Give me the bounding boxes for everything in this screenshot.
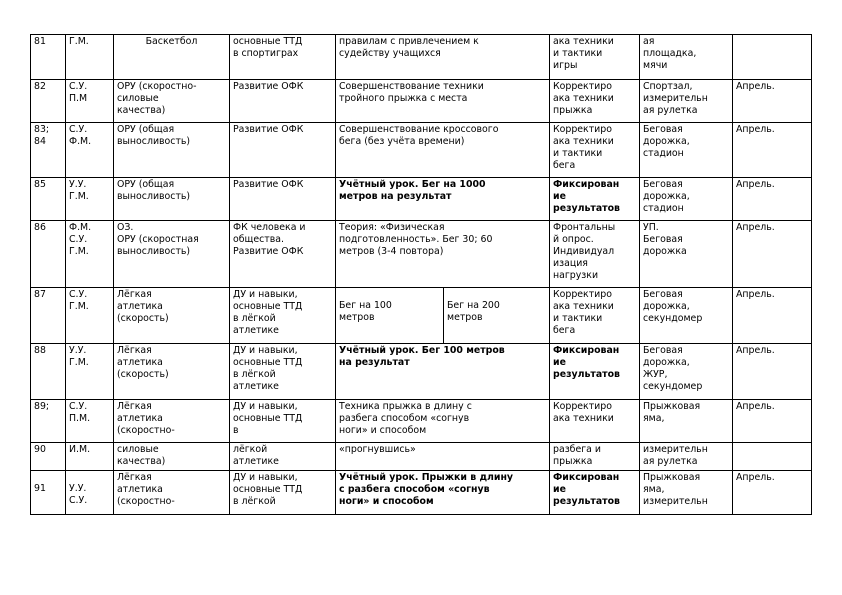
lesson-topic: силовые качества) — [114, 443, 230, 471]
lesson-date: Апрель. — [733, 123, 812, 178]
lesson-goal: ФК человека и общества. Развитие ОФК — [230, 221, 336, 288]
lesson-content: Совершенствование техники тройного прыжка с места — [336, 80, 550, 123]
lesson-content: Учётный урок. Бег 100 метров на результат — [336, 344, 550, 400]
lesson-topic: Лёгкая атлетика (скоростно- — [114, 471, 230, 515]
lesson-goal: Развитие ОФК — [230, 178, 336, 221]
lesson-type: Ф.М. С.У. Г.М. — [66, 221, 114, 288]
lesson-date: Апрель. — [733, 80, 812, 123]
lesson-content: правилам с привлечением к судейству учащихся — [336, 35, 550, 80]
lesson-goal: ДУ и навыки, основные ТТД в лёгкой — [230, 471, 336, 515]
table-row — [31, 221, 812, 288]
lesson-content: Техника прыжка в длину с разбега способом «согнув ноги» и способом — [336, 400, 550, 443]
lesson-date: Апрель. — [733, 221, 812, 288]
lesson-type: С.У. П.М — [66, 80, 114, 123]
lesson-equipment: Беговая дорожка, стадион — [640, 123, 733, 178]
lesson-date: Апрель. — [733, 471, 812, 515]
lesson-date: Апрель. — [733, 344, 812, 400]
lesson-date: Апрель. — [733, 178, 812, 221]
lesson-equipment: измерительн ая рулетка — [640, 443, 733, 471]
lesson-type: С.У. Ф.М. — [66, 123, 114, 178]
lesson-number: 89; — [31, 400, 66, 443]
table-row — [31, 35, 812, 80]
lesson-goal: ДУ и навыки, основные ТТД в лёгкой атлетике — [230, 344, 336, 400]
lesson-equipment: Беговая дорожка, стадион — [640, 178, 733, 221]
lesson-type: И.М. — [66, 443, 114, 471]
lesson-equipment: Прыжковая яма, измерительн — [640, 471, 733, 515]
lesson-equipment: Беговая дорожка, секундомер — [640, 288, 733, 344]
lesson-number: 81 — [31, 35, 66, 80]
lesson-type: У.У. Г.М. — [66, 178, 114, 221]
lesson-control: Фиксирован ие результатов — [550, 471, 640, 515]
lesson-content: Учётный урок. Бег на 1000 метров на результат — [336, 178, 550, 221]
lesson-control: Корректиро ака техники — [550, 400, 640, 443]
lesson-date — [733, 35, 812, 80]
lesson-equipment: Прыжковая яма, — [640, 400, 733, 443]
lesson-control: разбега и прыжка — [550, 443, 640, 471]
lesson-equipment: Беговая дорожка, ЖУР, секундомер — [640, 344, 733, 400]
table-row — [31, 80, 812, 123]
lesson-goal: Развитие ОФК — [230, 80, 336, 123]
lesson-topic: Лёгкая атлетика (скоростно- — [114, 400, 230, 443]
table-row — [31, 471, 812, 515]
lesson-number: 85 — [31, 178, 66, 221]
lesson-control: Фиксирован ие результатов — [550, 178, 640, 221]
lesson-type: С.У. П.М. — [66, 400, 114, 443]
lesson-goal: основные ТТД в спортиграх — [230, 35, 336, 80]
table-row — [31, 178, 812, 221]
lesson-date: Апрель. — [733, 288, 812, 344]
lesson-content: Совершенствование кроссового бега (без учёта времени) — [336, 123, 550, 178]
table-row — [31, 123, 812, 178]
lesson-content-b: Бег на 200 метров — [444, 288, 550, 344]
lesson-equipment: УП. Беговая дорожка — [640, 221, 733, 288]
lesson-control: Корректиро ака техники и тактики бега — [550, 288, 640, 344]
table-row — [31, 400, 812, 443]
lesson-control: Корректиро ака техники и тактики бега — [550, 123, 640, 178]
lesson-date — [733, 443, 812, 471]
lesson-control: Фиксирован ие результатов — [550, 344, 640, 400]
lesson-type: У.У. С.У. — [66, 471, 114, 515]
lesson-number: 82 — [31, 80, 66, 123]
lesson-topic: Баскетбол — [114, 35, 230, 80]
lesson-number: 86 — [31, 221, 66, 288]
lesson-content: «прогнувшись» — [336, 443, 550, 471]
lesson-equipment: Спортзал, измерительн ая рулетка — [640, 80, 733, 123]
table-row — [31, 288, 812, 344]
table-row — [31, 344, 812, 400]
lesson-content-a: Бег на 100 метров — [336, 288, 444, 344]
lesson-control: ака техники и тактики игры — [550, 35, 640, 80]
lesson-number: 88 — [31, 344, 66, 400]
lesson-type: У.У. Г.М. — [66, 344, 114, 400]
lesson-type: Г.М. — [66, 35, 114, 80]
lesson-topic: ОЗ. ОРУ (скоростная выносливость) — [114, 221, 230, 288]
lesson-topic: Лёгкая атлетика (скорость) — [114, 288, 230, 344]
lesson-content: Учётный урок. Прыжки в длину с разбега способом «согнув ноги» и способом — [336, 471, 550, 515]
lesson-control: Фронтальны й опрос. Индивидуал изация нагрузки — [550, 221, 640, 288]
lesson-control: Корректиро ака техники прыжка — [550, 80, 640, 123]
lesson-number: 90 — [31, 443, 66, 471]
lesson-topic: ОРУ (скоростно- силовые качества) — [114, 80, 230, 123]
lesson-content: Теория: «Физическая подготовленность». Бег 30; 60 метров (3-4 повтора) — [336, 221, 550, 288]
lesson-topic: ОРУ (общая выносливость) — [114, 123, 230, 178]
lesson-topic: Лёгкая атлетика (скорость) — [114, 344, 230, 400]
lesson-topic: ОРУ (общая выносливость) — [114, 178, 230, 221]
lesson-date: Апрель. — [733, 400, 812, 443]
lesson-number: 87 — [31, 288, 66, 344]
lesson-goal: лёгкой атлетике — [230, 443, 336, 471]
lesson-type: С.У. Г.М. — [66, 288, 114, 344]
lesson-goal: Развитие ОФК — [230, 123, 336, 178]
lesson-number: 91 — [31, 471, 66, 515]
lesson-goal: ДУ и навыки, основные ТТД в — [230, 400, 336, 443]
lesson-goal: ДУ и навыки, основные ТТД в лёгкой атлетике — [230, 288, 336, 344]
table-row — [31, 443, 812, 471]
lesson-equipment: ая площадка, мячи — [640, 35, 733, 80]
lesson-number: 83; 84 — [31, 123, 66, 178]
lesson-plan-table — [30, 34, 812, 515]
